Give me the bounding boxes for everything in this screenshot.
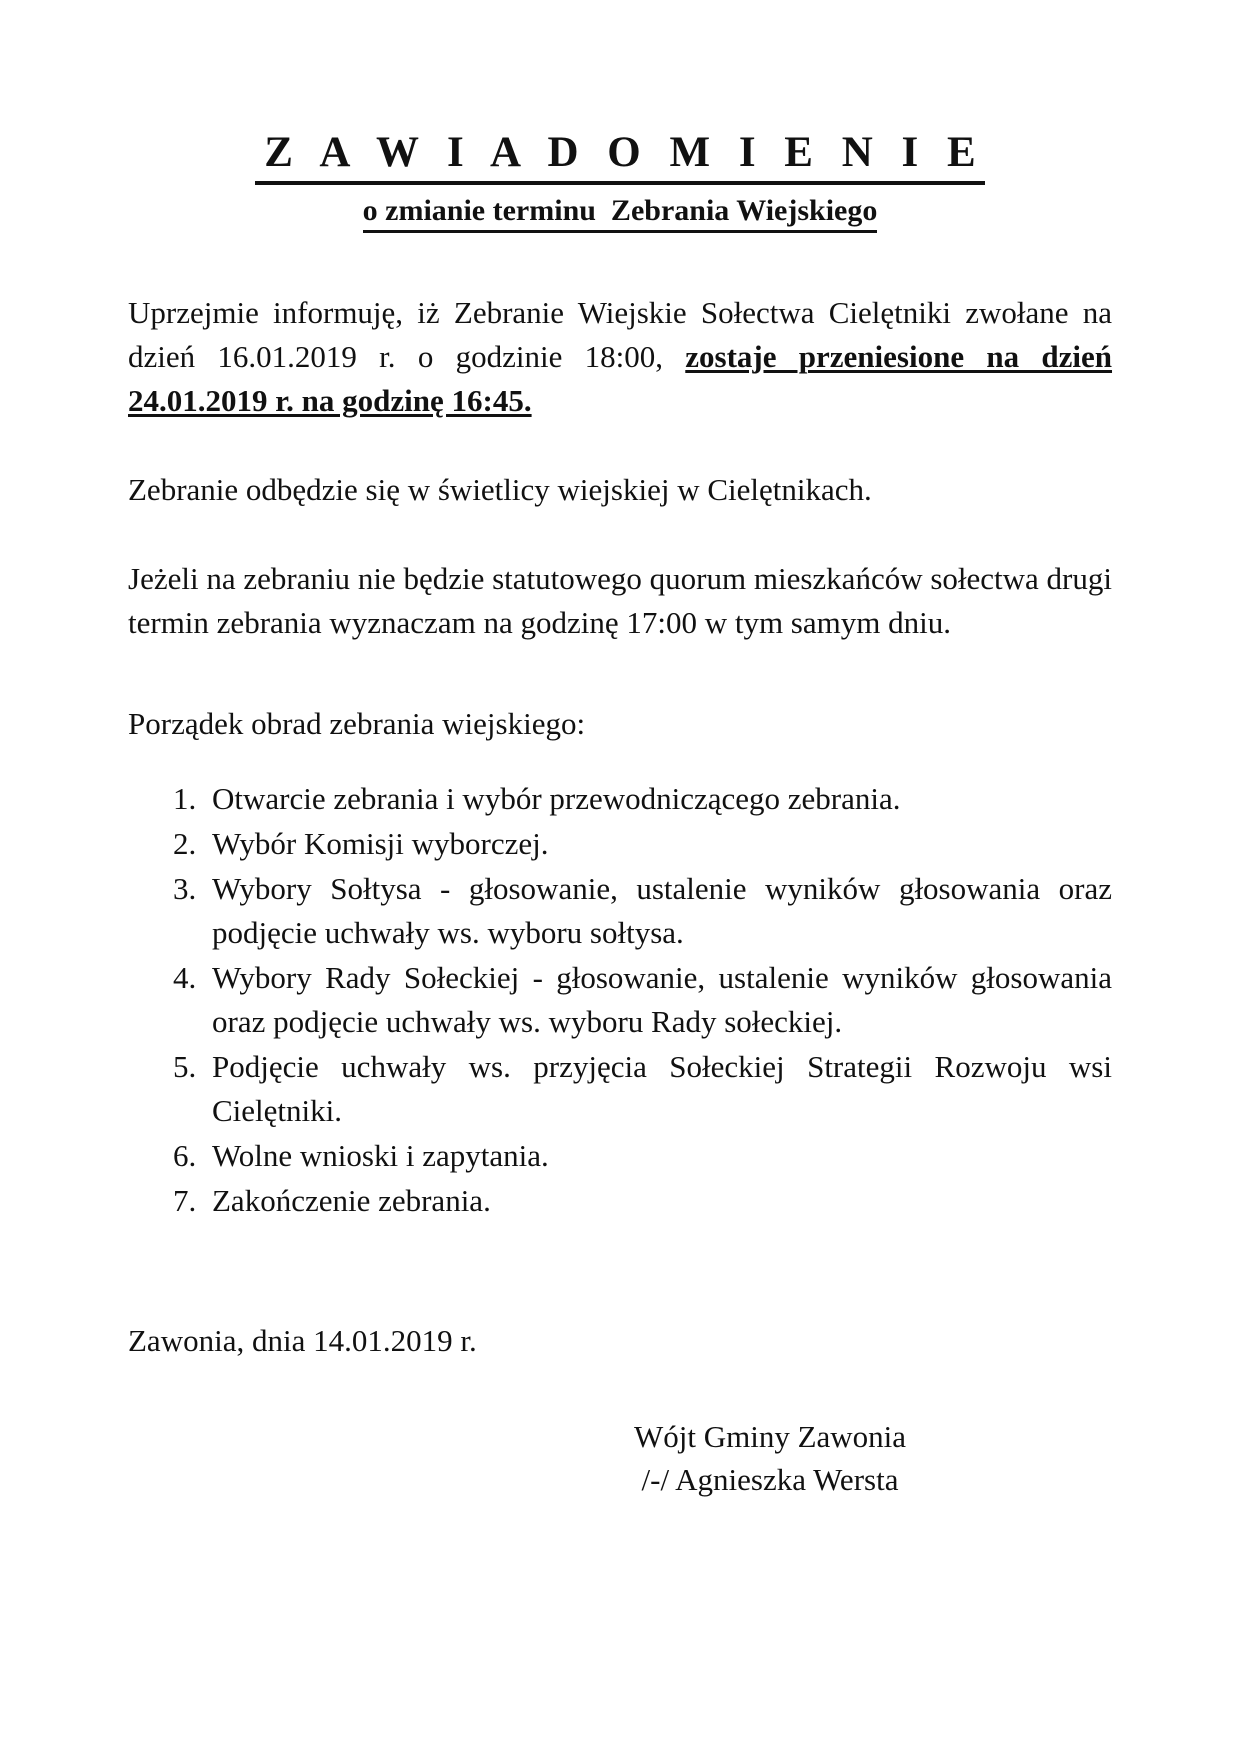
spacer bbox=[128, 543, 1112, 557]
paragraph-notice bbox=[128, 291, 1112, 423]
signature-block bbox=[128, 1415, 1112, 1502]
paragraph-quorum: Jeżeli na zebraniu nie będzie statutowego quorum mieszkańców sołectwa drugi termin zebrania wyznaczam na godzinę 17:00 w tym samym dniu. bbox=[128, 560, 1112, 640]
list-item: 4. Wybory Rady Sołeckiej - głosowanie, ustalenie wyników głosowania oraz podjęcie uchwały ws. wyboru Rady sołeckiej. bbox=[204, 956, 1112, 1044]
signature-role: Wójt Gminy Zawonia bbox=[633, 1419, 907, 1455]
list-item: 1. Otwarcie zebrania i wybór przewodniczącego zebrania. bbox=[204, 777, 1112, 821]
list-item: 7. Zakończenie zebrania. bbox=[204, 1179, 1112, 1223]
page-title: Z A W I A D O M I E N I E bbox=[255, 128, 984, 185]
spacer bbox=[128, 454, 1112, 468]
title-block bbox=[128, 128, 1112, 233]
place-and-date: Zawonia, dnia 14.01.2019 r. bbox=[128, 1323, 477, 1358]
list-item: 5. Podjęcie uchwały ws. przyjęcia Sołeckiej Strategii Rozwoju wsi Cielętniki. bbox=[204, 1045, 1112, 1133]
paragraph-location: Zebranie odbędzie się w świetlicy wiejskiej w Cielętnikach. bbox=[128, 471, 872, 507]
signature-name: /-/ Agnieszka Wersta bbox=[641, 1462, 899, 1498]
agenda-heading: Porządek obrad zebrania wiejskiego: bbox=[128, 705, 586, 741]
page-subtitle: o zmianie terminu Zebrania Wiejskiego bbox=[363, 193, 878, 233]
spacer bbox=[128, 676, 1112, 702]
agenda-list bbox=[128, 777, 1112, 1223]
notice-text-emphasis: zostaje przeniesione na dzień 24.01.2019 r. na godzinę 16:45. bbox=[128, 338, 1113, 418]
list-item: 6. Wolne wnioski i zapytania. bbox=[204, 1134, 1112, 1178]
list-item: 2. Wybór Komisji wyborczej. bbox=[204, 822, 1112, 866]
notice-text-plain: Uprzejmie informuję, iż Zebranie Wiejskie Sołectwa Cielętniki zwołane na dzień 16.01.2019 r. o godzinie 18:00, bbox=[128, 294, 1112, 374]
list-item: 3. Wybory Sołtysa - głosowanie, ustalenie wyników głosowania oraz podjęcie uchwały ws. wyboru sołtysa. bbox=[204, 867, 1112, 955]
